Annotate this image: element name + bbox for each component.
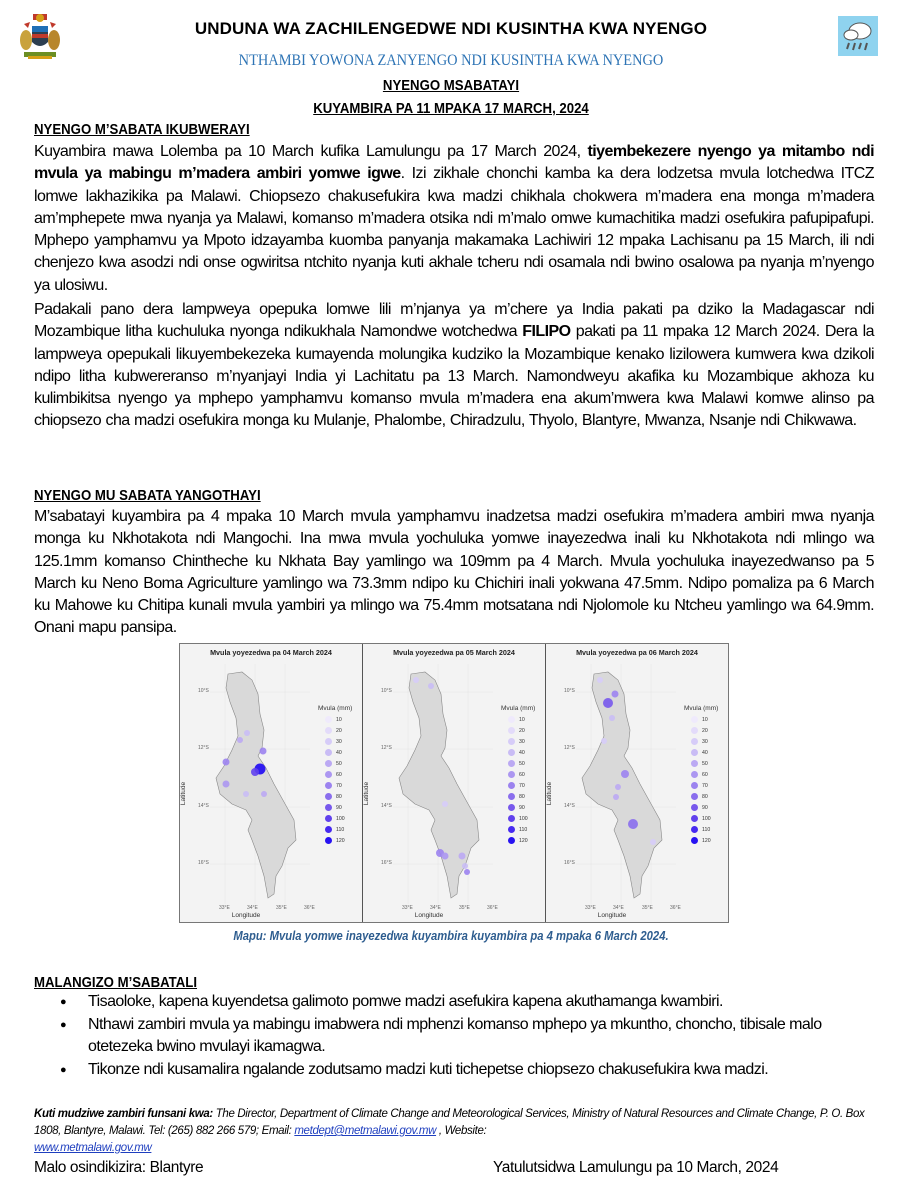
legend-item: 60: [691, 771, 708, 778]
lon-tick: 35°E: [459, 905, 470, 911]
map-title: Mvula yoyezedwa pa 04 March 2024: [210, 648, 332, 657]
legend-item: 90: [691, 804, 708, 811]
legend-item: 80: [691, 793, 708, 800]
section-heading-past-week: NYENGO MU SABATA YANGOTHAYI: [34, 487, 261, 504]
legend-item: 80: [508, 793, 525, 800]
legend-item: 60: [508, 771, 525, 778]
rainfall-map-04-march: [180, 644, 363, 922]
x-axis-title: Longitude: [231, 912, 261, 919]
legend-item: 40: [325, 749, 342, 756]
lon-tick: 34°E: [430, 905, 441, 911]
lat-tick: 10°S: [564, 688, 575, 694]
x-axis-title: Longitude: [597, 912, 627, 919]
website-label: , Website:: [436, 1125, 487, 1137]
lon-tick: 36°E: [304, 905, 315, 911]
legend-item: 120: [325, 837, 345, 844]
lat-tick: 16°S: [198, 860, 209, 866]
email-link[interactable]: metdept@metmalawi.gov.mw: [294, 1125, 437, 1137]
section-heading-next-week: NYENGO M’SABATA IKUBWERAYI: [34, 121, 250, 138]
legend-item: 30: [508, 738, 525, 745]
legend-item: 120: [508, 837, 528, 844]
forecast-period: KUYAMBIRA PA 11 MPAKA 17 MARCH, 2024: [313, 100, 589, 117]
lon-tick: 36°E: [670, 905, 681, 911]
text-run: . Izi zikhale chonchi kamba ka dera lodzetsa mvula lotchedwa ITCZ lomwe lakhazikika pa Malawi. Chiopsezo chakusefukira kwa madzi chikhala chokwera m’madera ena monga m’madera am’mphepete mwa nyanja ya Malawi, komanso m’madera otsika ndi m’malo omwe kumachitika madzi osefukira pafupipafupi. Mphepo yamphamvu ya Mpoto idzayamba kuomba panyanja makamaka Lachiwiri 12 mpaka Lachisanu pa 15 March, ili ndi chenjezo kwa asodzi ndi onse ogwiritsa ntchito nyanja kuti akhale tcheru ndi osamala ndi bwino osalowa pa nyanja m’nyengo ya ulosiwu.: [34, 165, 875, 294]
legend-item: 50: [325, 760, 342, 767]
next-week-paragraph-2: [34, 299, 874, 433]
lat-tick: 10°S: [198, 688, 209, 694]
ministry-title: UNDUNA WA ZACHILENGEDWE NDI KUSINTHA KWA NYENGO: [194, 19, 708, 38]
legend-item: 10: [691, 716, 708, 723]
legend-item: 70: [691, 782, 708, 789]
legend-item: 70: [325, 782, 342, 789]
highlight-text: tiyembekezere nyengo ya mitambo ndi mvula ya mabingu m’madera ambiri yomwe igwe: [34, 143, 874, 183]
website-link[interactable]: www.metmalawi.gov.mw: [34, 1142, 152, 1154]
lat-tick: 14°S: [198, 803, 209, 809]
map-title: Mvula yoyezedwa pa 06 March 2024: [576, 648, 698, 657]
lon-tick: 33°E: [219, 905, 230, 911]
rainfall-map-06-march: [546, 644, 728, 922]
legend-item: 10: [325, 716, 342, 723]
document-title: NYENGO MSABATAYI: [382, 77, 520, 94]
legend-title: Mvula (mm): [318, 705, 353, 712]
lon-tick: 36°E: [487, 905, 498, 911]
contact-text: The Director, Department of Climate Change and Meteorological Services, Ministry of Natural Resources and Climate Change, P. O. Box 1808, Blantyre, Malawi. Tel: (265) 882 266 579; Email:: [34, 1108, 865, 1137]
legend-item: 30: [691, 738, 708, 745]
map-caption: Mapu: Mvula yomwe inayezedwa kuyambira kuyambira pa 4 mpaka 6 March 2024.: [233, 929, 669, 943]
legend-item: 80: [325, 793, 342, 800]
lon-tick: 35°E: [642, 905, 653, 911]
advice-list: [60, 991, 880, 1081]
lat-tick: 16°S: [381, 860, 392, 866]
y-axis-title: Latitude: [546, 781, 554, 806]
lon-tick: 33°E: [585, 905, 596, 911]
department-title: NTHAMBI YOWONA ZANYENGO NDI KUSINTHA KWA NYENGO: [238, 52, 664, 69]
legend-item: 100: [691, 815, 711, 822]
legend-item: 40: [691, 749, 708, 756]
lon-tick: 35°E: [276, 905, 287, 911]
legend-item: 20: [691, 727, 708, 734]
legend-item: 110: [508, 826, 527, 833]
legend-title: Mvula (mm): [684, 705, 719, 712]
contact-label: Kuti mudziwe zambiri funsani kwa:: [34, 1108, 213, 1120]
rainfall-maps-figure: [179, 643, 729, 923]
legend-item: 60: [325, 771, 342, 778]
section-heading-advice: MALANGIZO M’SABATALI: [34, 974, 198, 991]
next-week-paragraph-1: [34, 141, 874, 297]
y-axis-title: Latitude: [363, 781, 371, 806]
legend-item: 110: [691, 826, 710, 833]
lat-tick: 14°S: [564, 803, 575, 809]
lat-tick: 12°S: [198, 745, 209, 751]
legend-item: 110: [325, 826, 344, 833]
legend-item: 10: [508, 716, 525, 723]
lat-tick: 12°S: [381, 745, 392, 751]
legend-item: 50: [508, 760, 525, 767]
y-axis-title: Latitude: [180, 781, 188, 806]
issue-date: Yatulutsidwa Lamulungu pa 10 March, 2024: [493, 1159, 779, 1176]
x-axis-title: Longitude: [414, 912, 444, 919]
legend-item: 50: [691, 760, 708, 767]
text-run: Padakali pano dera lampweya opepuka lomwe lili m’njanya ya m’chere ya India pakati pa dziko la Madagascar ndi Mozambique litha kuchuluka nyonga ndikukhala Namondwe wotchedwa: [34, 301, 874, 341]
lat-tick: 14°S: [381, 803, 392, 809]
advice-item: ● Tikonze ndi kusamalira ngalande zodutsamo madzi kuti tichepetse chiopsezo chakusefukira kwa madzi.: [60, 1059, 880, 1082]
lon-tick: 34°E: [247, 905, 258, 911]
legend-item: 120: [691, 837, 711, 844]
print-location: Malo osindikizira: Blantyre: [34, 1159, 204, 1176]
legend-item: 90: [508, 804, 525, 811]
legend-item: 40: [508, 749, 525, 756]
advice-item: ● Tisaoloke, kapena kuyendetsa galimoto pomwe madzi asefukira kapena akuthamanga kwambiri.: [60, 991, 880, 1014]
legend-item: 30: [325, 738, 342, 745]
text-run: Kuyambira mawa Lolemba pa 10 March kufika Lamulungu pa 17 March 2024,: [34, 143, 588, 160]
map-title: Mvula yoyezedwa pa 05 March 2024: [393, 648, 515, 657]
legend-item: 20: [508, 727, 525, 734]
lat-tick: 12°S: [564, 745, 575, 751]
legend-item: 100: [325, 815, 345, 822]
contact-info: [34, 1106, 874, 1157]
text-run: pakati pa 11 mpaka 12 March 2024. Dera la lampweya opepukali likuyembekezeka kumayenda molungika kudziko la Mozambique kenako lizilowera kumwera kwa dzikoli ndipo litha kubwereranso m’nyanjayi India yi Lachitatu pa 13 March. Namondweyu akafika ku Mozambique akhoza ku kulimbikitsa nyengo ya mphepo yamphamvu komanso mvula m’madera ena akum’mwera kwa Malawi komwe alinso pa chiopsezo cha madzi osefukira monga ku Mulanje, Phalombe, Chiradzulu, Thyolo, Blantyre, Mwanza, Nsanje ndi Chikwawa.: [34, 323, 874, 430]
rainfall-map-05-march: [363, 644, 546, 922]
lon-tick: 33°E: [402, 905, 413, 911]
legend-item: 70: [508, 782, 525, 789]
legend-item: 90: [325, 804, 342, 811]
legend-item: 20: [325, 727, 342, 734]
lat-tick: 10°S: [381, 688, 392, 694]
legend-item: 100: [508, 815, 528, 822]
legend-title: Mvula (mm): [501, 705, 536, 712]
lon-tick: 34°E: [613, 905, 624, 911]
cyclone-name: FILIPO: [522, 323, 571, 341]
past-week-paragraph: M’sabatayi kuyambira pa 4 mpaka 10 March mvula yamphamvu inadzetsa madzi osefukira m’madera ambiri mwa nyanja monga ku Nkhotakota ndi Mangochi. Ina mwa mvula yochuluka yomwe inayezedwa inali ku Nkhotakota ndi mlingo wa 125.1mm komanso Chintheche ku Nkhata Bay yamlingo wa 109mm pa 4 March. Mvula yochuluka inayezedwanso pa 5 March ku Neno Boma Agriculture yamlingo wa 73.3mm ndipo ku Chichiri inali yokwana 47.5mm. Ndipo pomaliza pa 6 March ku Mahowe ku Chitipa kunali mvula yambiri ya mlingo wa 75.4mm motsatana ndi Njolomole ku Ntcheu yamlingo wa 64.9mm. Onani mapu pansipa.: [34, 508, 874, 637]
advice-item: ● Nthawi zambiri mvula ya mabingu imabwera ndi mphenzi komanso mphepo ya mkuntho, choncho, tibisale malo otetezeka bwino mvulayi ikamagwa.: [60, 1014, 880, 1059]
lat-tick: 16°S: [564, 860, 575, 866]
